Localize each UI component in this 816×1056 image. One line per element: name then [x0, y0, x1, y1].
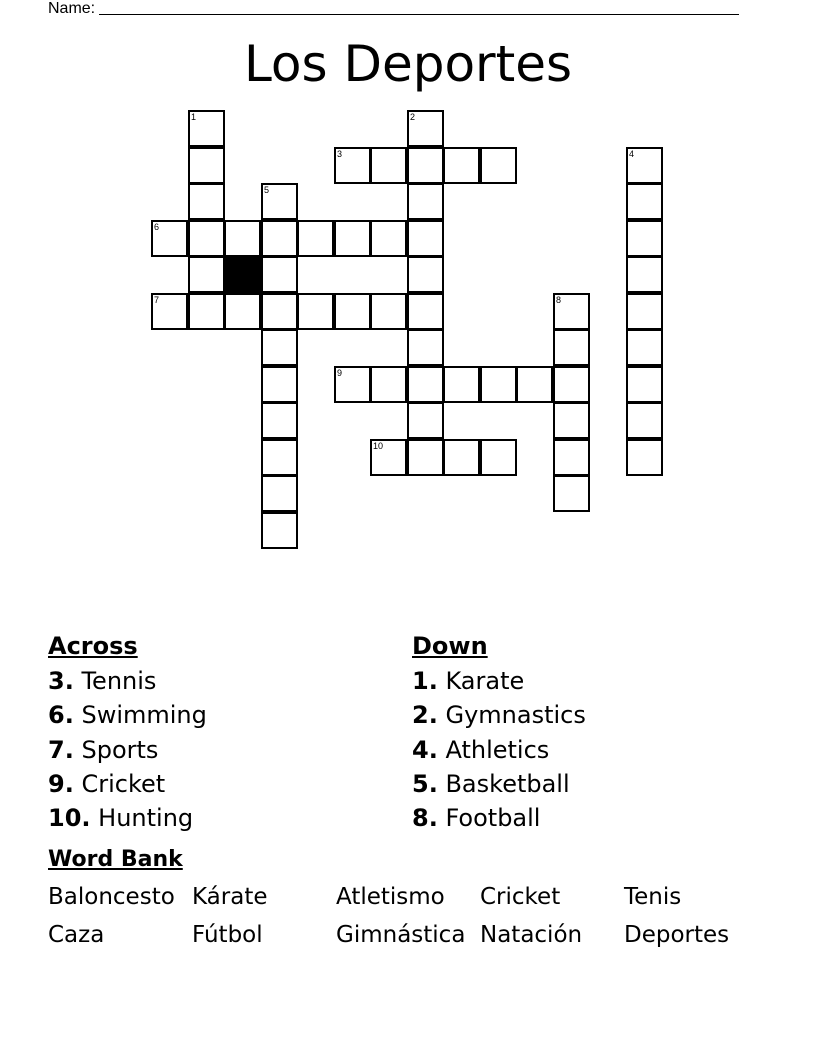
- clue-text: Swimming: [81, 701, 207, 730]
- crossword-cell[interactable]: [407, 329, 444, 366]
- across-clue: [48, 767, 207, 801]
- crossword-cell[interactable]: [626, 293, 663, 330]
- crossword-cell[interactable]: [188, 293, 225, 330]
- crossword-cell[interactable]: [407, 402, 444, 439]
- crossword-cell[interactable]: [407, 256, 444, 293]
- word-bank-entry: Fútbol: [192, 922, 263, 948]
- word-bank-entry: Natación: [480, 922, 583, 948]
- crossword-cell[interactable]: [516, 366, 553, 403]
- clue-number: 3: [337, 149, 343, 159]
- clue-number: 5: [264, 185, 270, 195]
- crossword-cell[interactable]: [553, 439, 590, 476]
- crossword-cell[interactable]: [407, 183, 444, 220]
- crossword-cell[interactable]: [443, 439, 480, 476]
- clue-number: 4.: [412, 735, 438, 764]
- across-clue: [48, 664, 207, 698]
- crossword-cell[interactable]: [261, 439, 298, 476]
- down-clue-list: [412, 664, 586, 835]
- crossword-cell[interactable]: [553, 366, 590, 403]
- crossword-cell[interactable]: [407, 147, 444, 184]
- crossword-cell[interactable]: [626, 329, 663, 366]
- clue-text: Football: [445, 804, 541, 833]
- word-bank-entry: Cricket: [480, 884, 561, 910]
- clue-number: 1: [191, 112, 197, 122]
- down-clue: [412, 801, 586, 835]
- crossword-cell[interactable]: [626, 366, 663, 403]
- crossword-cell[interactable]: [261, 183, 298, 220]
- crossword-cell[interactable]: [480, 439, 517, 476]
- clue-number: 7.: [48, 735, 74, 764]
- crossword-cell[interactable]: [626, 147, 663, 184]
- crossword-cell[interactable]: [261, 512, 298, 549]
- crossword-cell[interactable]: [188, 220, 225, 257]
- crossword-cell[interactable]: [151, 293, 188, 330]
- crossword-cell[interactable]: [334, 220, 371, 257]
- crossword-cell[interactable]: [188, 256, 225, 293]
- name-label: Name:: [48, 0, 96, 17]
- clue-number: 9: [337, 368, 343, 378]
- clue-text: Basketball: [445, 769, 570, 798]
- crossword-cell[interactable]: [553, 402, 590, 439]
- crossword-cell[interactable]: [480, 147, 517, 184]
- crossword-cell[interactable]: [188, 110, 225, 147]
- crossword-cell[interactable]: [297, 220, 334, 257]
- across-heading: Across: [48, 632, 138, 660]
- crossword-cell[interactable]: [407, 293, 444, 330]
- crossword-cell[interactable]: [261, 329, 298, 366]
- crossword-cell[interactable]: [297, 293, 334, 330]
- word-bank-entry: Gimnástica: [336, 922, 466, 948]
- crossword-cell[interactable]: [224, 220, 261, 257]
- crossword-cell[interactable]: [407, 439, 444, 476]
- crossword-cell[interactable]: [334, 366, 371, 403]
- down-clue: [412, 664, 586, 698]
- down-clue: [412, 733, 586, 767]
- crossword-cell[interactable]: [370, 147, 407, 184]
- clue-text: Cricket: [81, 769, 166, 798]
- clue-text: Hunting: [98, 804, 194, 833]
- clue-number: 2: [410, 112, 416, 122]
- across-clue: [48, 733, 207, 767]
- word-bank-entry: Tenis: [624, 884, 682, 910]
- clue-text: Karate: [445, 667, 525, 695]
- crossword-cell[interactable]: [261, 475, 298, 512]
- clue-number: 8: [556, 295, 562, 305]
- crossword-cell[interactable]: [261, 256, 298, 293]
- crossword-cell[interactable]: [626, 439, 663, 476]
- crossword-cell[interactable]: [334, 147, 371, 184]
- black-square: [224, 256, 261, 293]
- crossword-cell[interactable]: [370, 439, 407, 476]
- crossword-cell[interactable]: [553, 475, 590, 512]
- down-clue: [412, 767, 586, 801]
- crossword-cell[interactable]: [407, 366, 444, 403]
- crossword-cell[interactable]: [443, 366, 480, 403]
- clue-text: Tennis: [81, 667, 157, 695]
- across-clue: [48, 698, 207, 732]
- crossword-cell[interactable]: [370, 293, 407, 330]
- crossword-cell[interactable]: [261, 402, 298, 439]
- clue-number: 2.: [412, 701, 438, 730]
- clue-number: 3.: [48, 667, 74, 695]
- clue-number: 9.: [48, 769, 74, 798]
- clue-number: 8.: [412, 804, 438, 833]
- crossword-cell[interactable]: [480, 366, 517, 403]
- clue-number: 7: [154, 295, 160, 305]
- word-bank: [48, 880, 768, 956]
- crossword-cell[interactable]: [188, 147, 225, 184]
- crossword-cell[interactable]: [334, 293, 371, 330]
- across-clue: [48, 801, 207, 835]
- crossword-cell[interactable]: [370, 220, 407, 257]
- page-title: Los Deportes: [243, 35, 573, 93]
- clue-text: Gymnastics: [445, 701, 586, 730]
- clue-number: 10.: [48, 804, 91, 833]
- word-bank-entry: Kárate: [192, 884, 268, 910]
- crossword-cell[interactable]: [261, 220, 298, 257]
- word-bank-entry: Atletismo: [336, 884, 445, 910]
- crossword-cell[interactable]: [443, 147, 480, 184]
- clue-number: 6: [154, 222, 160, 232]
- clue-text: Sports: [81, 735, 159, 764]
- crossword-cell[interactable]: [553, 329, 590, 366]
- clue-number: 10: [373, 441, 384, 451]
- crossword-cell[interactable]: [626, 402, 663, 439]
- word-bank-entry: Deportes: [624, 922, 730, 948]
- crossword-cell[interactable]: [407, 220, 444, 257]
- word-bank-entry: Baloncesto: [48, 884, 175, 910]
- crossword-cell[interactable]: [626, 183, 663, 220]
- crossword-cell[interactable]: [370, 366, 407, 403]
- crossword-cell[interactable]: [261, 293, 298, 330]
- crossword-cell[interactable]: [188, 183, 225, 220]
- crossword-cell[interactable]: [224, 293, 261, 330]
- crossword-cell[interactable]: [626, 256, 663, 293]
- crossword-cell[interactable]: [553, 293, 590, 330]
- crossword-cell[interactable]: [407, 110, 444, 147]
- crossword-cell[interactable]: [261, 366, 298, 403]
- across-clue-list: [48, 664, 207, 835]
- clue-number: 1.: [412, 667, 438, 695]
- clue-number: 4: [629, 149, 635, 159]
- word-bank-heading: Word Bank: [48, 847, 183, 872]
- clue-number: 5.: [412, 769, 438, 798]
- crossword-cell[interactable]: [151, 220, 188, 257]
- clue-number: 6.: [48, 701, 74, 730]
- clue-text: Athletics: [445, 735, 550, 764]
- down-heading: Down: [412, 632, 488, 660]
- word-bank-entry: Caza: [48, 922, 105, 948]
- crossword-cell[interactable]: [626, 220, 663, 257]
- down-clue: [412, 698, 586, 732]
